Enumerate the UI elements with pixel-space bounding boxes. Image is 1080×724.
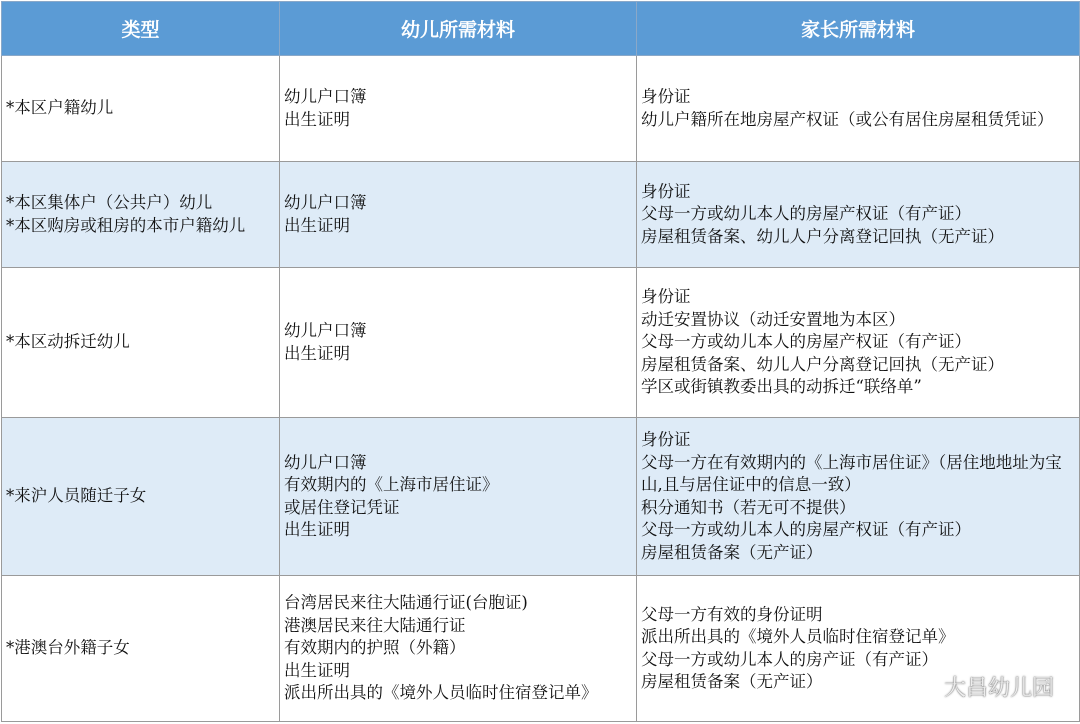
child-material-line: 或居住登记凭证: [284, 497, 400, 517]
watermark-text: 大昌幼儿园: [943, 676, 1054, 701]
child-material-line: 出生证明: [284, 660, 350, 680]
cell-parent-materials: [637, 56, 1080, 162]
cell-type: [2, 56, 280, 162]
parent-material-line: 房屋租赁备案（无产证）: [641, 672, 823, 691]
child-material-line: 幼儿户口簿: [284, 87, 367, 106]
child-material-line: 出生证明: [284, 343, 350, 363]
parent-material-line: 房屋租赁备案、幼儿人户分离登记回执（无产证）: [641, 226, 1004, 246]
parent-material-line: 父母一方或幼儿本人的房屋产权证（有产证）: [641, 204, 971, 224]
cell-child-materials: [280, 56, 637, 162]
cell-child-materials: [280, 576, 637, 722]
type-line: *港澳台外籍子女: [6, 638, 130, 658]
child-material-line: 台湾居民来往大陆通行证(台胞证): [284, 593, 528, 613]
child-material-line: 幼儿户口簿: [284, 193, 367, 212]
parent-material-line: 身份证: [641, 287, 691, 307]
parent-material-line: 父母一方或幼儿本人的房产证（有产证）: [641, 649, 938, 669]
table-header-row: [2, 2, 1080, 56]
child-material-line: 港澳居民来往大陆通行证: [284, 615, 466, 635]
parent-material-line: 父母一方或幼儿本人的房屋产权证（有产证）: [641, 332, 971, 352]
parent-material-line: 父母一方在有效期内的《上海市居住证》（居住地地址为宝山,且与居住证中的信息一致）: [641, 452, 1062, 494]
header-parent-materials: 家长所需材料: [637, 2, 1080, 56]
child-material-line: 有效期内的护照（外籍）: [284, 638, 466, 658]
parent-material-line: 身份证: [641, 181, 691, 201]
materials-table: [1, 1, 1080, 722]
cell-child-materials: [280, 418, 637, 576]
table-row: [2, 56, 1080, 162]
cell-parent-materials: [637, 418, 1080, 576]
cell-child-materials: [280, 268, 637, 418]
parent-material-line: 身份证: [641, 87, 691, 106]
type-line: *来沪人员随迁子女: [6, 486, 147, 506]
parent-material-line: 身份证: [641, 430, 691, 449]
child-material-line: 出生证明: [284, 215, 350, 235]
parent-material-line: 父母一方有效的身份证明: [641, 604, 823, 624]
parent-material-line: 学区或街镇教委出具的动拆迁“联络单”: [641, 377, 922, 397]
parent-material-line: 房屋租赁备案（无产证）: [641, 542, 823, 562]
type-line: *本区集体户（公共户）幼儿: [6, 193, 213, 212]
child-material-line: 出生证明: [284, 520, 350, 539]
child-material-line: 派出所出具的《境外人员临时住宿登记单》: [284, 683, 598, 703]
cell-parent-materials: [637, 162, 1080, 268]
cell-child-materials: [280, 162, 637, 268]
table-row: [2, 268, 1080, 418]
type-line: *本区户籍幼儿: [6, 98, 114, 118]
table-row: [2, 418, 1080, 576]
child-material-line: 幼儿户口簿: [284, 321, 367, 340]
child-material-line: 幼儿户口簿: [284, 452, 367, 472]
parent-material-line: 派出所出具的《境外人员临时住宿登记单》: [641, 627, 955, 646]
header-child-materials: 幼儿所需材料: [280, 2, 637, 56]
header-type: 类型: [2, 2, 280, 56]
parent-material-line: 父母一方或幼儿本人的房屋产权证（有产证）: [641, 520, 971, 539]
cell-type: [2, 576, 280, 722]
cell-parent-materials: [637, 268, 1080, 418]
type-line: *本区购房或租房的本市户籍幼儿: [6, 215, 246, 235]
type-line: *本区动拆迁幼儿: [6, 332, 130, 352]
child-material-line: 出生证明: [284, 109, 350, 129]
parent-material-line: 积分通知书（若无可不提供）: [641, 497, 856, 517]
parent-material-line: 动迁安置协议（动迁安置地为本区）: [641, 309, 905, 329]
table-row: [2, 576, 1080, 722]
cell-type: [2, 162, 280, 268]
cell-type: [2, 268, 280, 418]
cell-parent-materials: [637, 576, 1080, 722]
parent-material-line: 幼儿户籍所在地房屋产权证（或公有居住房屋租赁凭证）: [641, 109, 1054, 129]
cell-type: [2, 418, 280, 576]
table-row: [2, 162, 1080, 268]
parent-material-line: 房屋租赁备案、幼儿人户分离登记回执（无产证）: [641, 354, 1004, 374]
child-material-line: 有效期内的《上海市居住证》: [284, 475, 499, 494]
